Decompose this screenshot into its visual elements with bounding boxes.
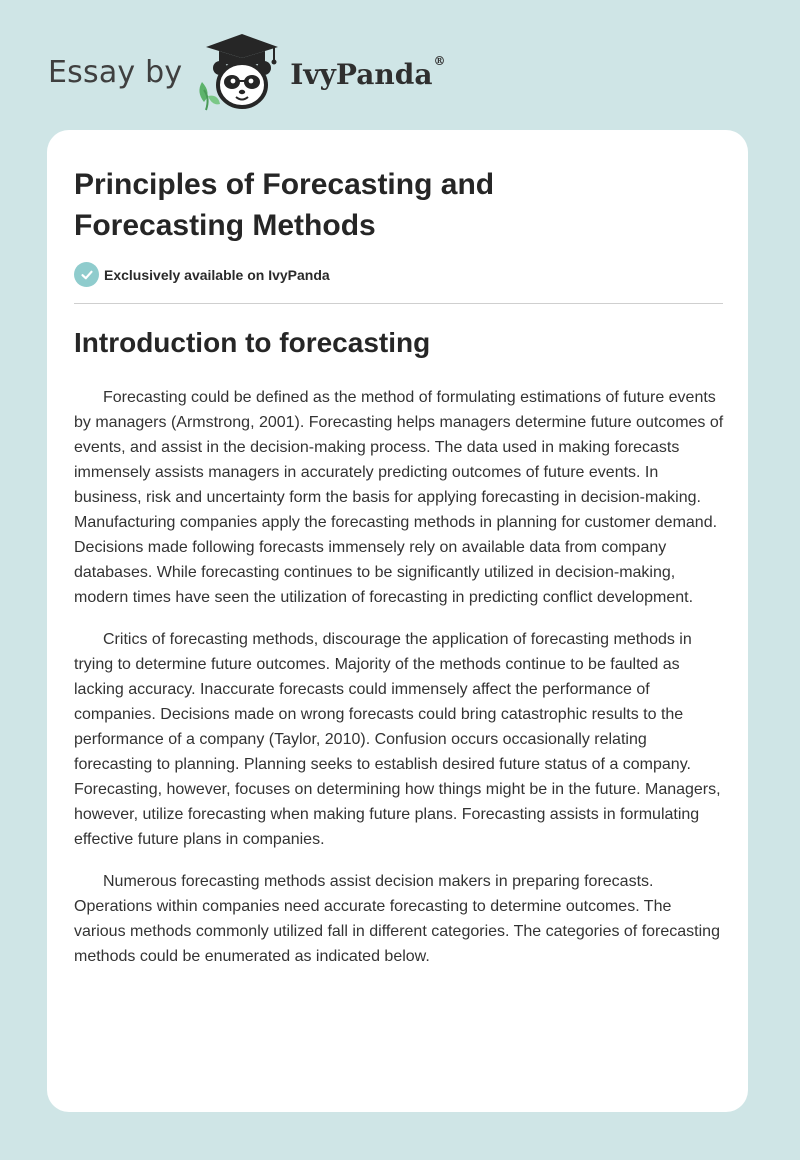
- exclusive-badge-label: Exclusively available on IvyPanda: [104, 266, 330, 283]
- title-divider: [74, 303, 723, 304]
- exclusive-badge: [74, 262, 330, 287]
- paragraph: Critics of forecasting methods, discourage the application of forecasting methods in trying to determine future outcomes. Majority of the methods continue to be faulted as lacking accuracy. Inaccurate forecasts could immensely affect the performance of companies. Decisions made on wrong forecasts could bring catastrophic results to the performance of a company (Taylor, 2010). Confusion occurs occasionally relating forecasting to planning. Planning seeks to establish desired future status of a company. Forecasting, however, focuses on determining how things might be in the future. Managers, however, utilize forecasting when making future plans. Forecasting assists in formulating effective future plans in companies.: [74, 631, 721, 848]
- site-header: [48, 30, 445, 114]
- essay-body: [74, 385, 726, 986]
- registered-mark: ®: [433, 53, 446, 68]
- panda-graduate-logo-icon[interactable]: [192, 30, 288, 114]
- essay-card: [47, 130, 748, 1112]
- essay-by-label: Essay by: [48, 54, 183, 90]
- paragraph: Numerous forecasting methods assist decision makers in preparing forecasts. Operations within companies need accurate forecasting to determine outcomes. The various methods commonly utilized fall in different categories. The categories of forecasting methods could be enumerated as indicated below.: [74, 873, 720, 965]
- brand-name[interactable]: IvyPanda®: [290, 53, 446, 91]
- page-title: Principles of Forecasting and Forecasting Methods: [74, 168, 495, 242]
- check-circle-icon: [74, 262, 99, 287]
- section-heading: Introduction to forecasting: [74, 327, 431, 358]
- paragraph: Forecasting could be defined as the method of formulating estimations of future events by managers (Armstrong, 2001). Forecasting helps managers determine future outcomes of events, and assist in the decision-making process. The data used in making forecasts immensely assists managers in accurately predicting outcomes of future events. In business, risk and uncertainty form the basis for applying forecasting in decision-making. Manufacturing companies apply the forecasting methods in planning for customer demand. Decisions made following forecasts immensely rely on available data from company databases. While forecasting continues to be significantly utilized in decision-making, modern times have seen the utilization of forecasting in predicting conflict development.: [74, 389, 724, 606]
